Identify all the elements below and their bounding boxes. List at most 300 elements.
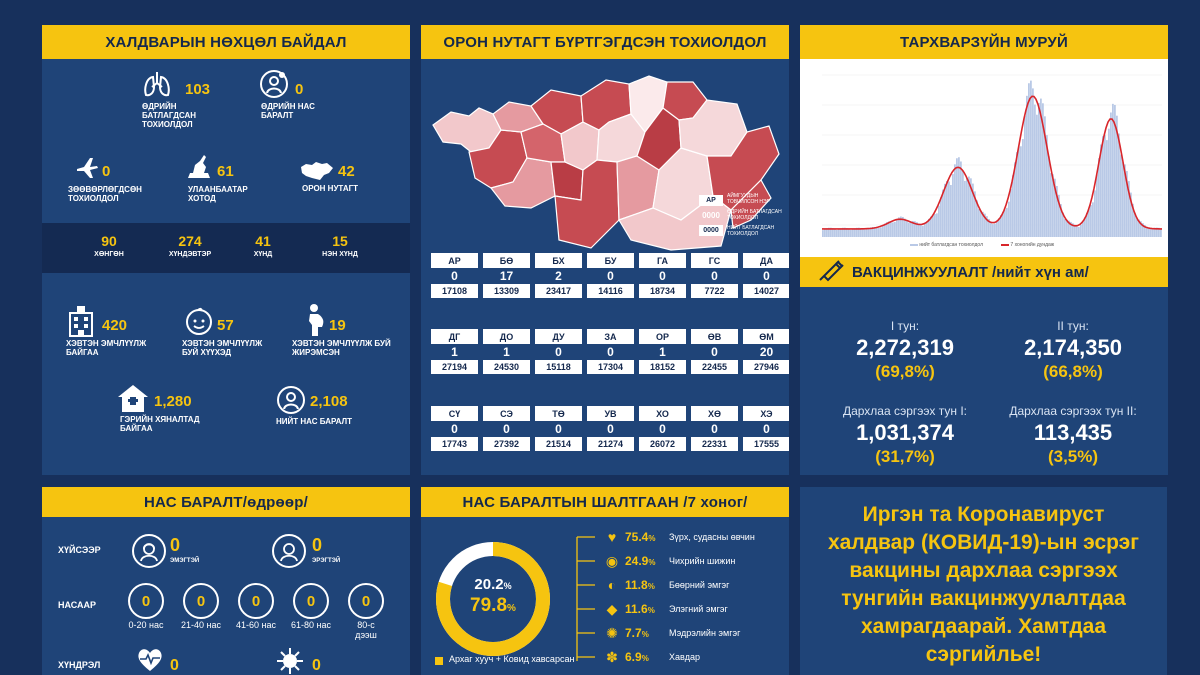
epi-bar [980,211,982,237]
epi-bar [910,221,912,237]
epi-bar [838,229,840,237]
epi-legend-daily: нийт батлагдсан тохиолдол [910,242,983,248]
epi-bar [862,229,864,237]
age-0-20-value: 0 [128,583,164,619]
epi-bar [852,229,854,237]
epi-bar [1120,155,1122,237]
province-total: 15118 [535,360,582,374]
epi-bar [1092,202,1094,237]
province-daily: 0 [451,422,458,436]
province-code: ТӨ [535,406,582,421]
hospitalized-label: ХЭВТЭН ЭМЧЛҮҮЛЖ БАЙГАА [66,339,147,357]
province-daily: 0 [763,269,770,283]
province-total: 23417 [535,284,582,298]
epi-bar [992,224,994,237]
epi-bar [1016,152,1018,237]
province-cell [483,406,530,451]
epi-bar [1030,81,1032,237]
epi-bar [824,229,826,237]
total-deaths-label: НИЙТ НАС БАРАЛТ [276,417,352,426]
mongolia-map-icon [300,161,334,181]
province-cell [431,329,478,374]
epi-bar [1076,226,1078,237]
province-total: 24530 [483,360,530,374]
complication-2-value: 0 [312,657,321,674]
total-deaths-value: 2,108 [310,393,348,410]
epi-bar [964,181,966,237]
cause-item [599,647,700,667]
epi-bar [1032,88,1034,237]
epi-bar [962,170,964,237]
cause-item [599,551,735,571]
donut-large-pct: 79.8% [470,595,516,616]
complication-1-value: 0 [170,657,179,674]
home-care-label: ГЭРИЙН ХЯНАЛТАД БАЙГАА [120,415,200,433]
causes-title: НАС БАРАЛТЫН ШАЛТГААН /7 хоног/ [421,487,789,517]
epi-bar [926,221,928,237]
epi-bar [958,157,960,237]
province-row [431,253,789,298]
cause-percent: 11.6% [625,602,655,616]
province-cell [587,253,634,298]
province-code: СҮ [431,406,478,421]
syringe-icon [816,260,844,284]
epi-bar [1026,96,1028,237]
imported-value: 0 [102,163,111,180]
epi-bar [894,222,896,237]
epi-bar [952,174,954,237]
dose2-label: II тун: [1057,319,1089,333]
female-value: 0 [170,535,181,555]
patient-icon [276,385,306,415]
epi-bar [904,219,906,237]
province-total: 17108 [431,284,478,298]
province-total: 17555 [743,437,789,451]
epi-bar [920,225,922,237]
province-cell [483,253,530,298]
infection-title: ХАЛДВАРЫН НӨХЦӨЛ БАЙДАЛ [42,25,410,59]
cause-percent: 24.9% [625,554,656,568]
epi-bar [932,215,934,237]
epi-bar [822,230,824,237]
province-row [431,329,789,374]
epi-bar [924,224,926,237]
vaccination-title: ВАКЦИНЖУУЛАЛТ /нийт хүн ам/ [852,263,1089,281]
patient-icon [259,69,289,99]
epi-bar [960,161,962,237]
epi-bar [1006,208,1008,237]
province-code: ХӨ [691,406,738,421]
epi-bar [1104,135,1106,237]
epi-bar [1136,218,1138,237]
province-total: 7722 [691,284,738,298]
callout-text: Иргэн та Коронавируст халдвар (КОВИД-19)-ын эсрэг вакцины дархлаа сэргээх тунгийн вакцинжуулалтдаа хамрагдаарай. Хамтдаа сэргийлье! [827,503,1140,666]
virus-icon [276,647,304,675]
epi-bar [880,227,882,237]
cause-item [599,575,729,595]
epi-bar [906,221,908,237]
cause-percent: 11.8% [625,578,655,592]
epi-bar [1148,229,1150,237]
epi-bar [954,164,956,237]
province-daily: 0 [607,422,614,436]
daily-confirmed-label: ӨДРИЙН БАТЛАГДСАН ТОХИОЛДОЛ [142,102,197,129]
dose1-percent: (69,8%) [875,362,935,381]
epi-bar [934,214,936,237]
province-code: БХ [535,253,582,268]
epi-bar [1078,227,1080,237]
donut-legend-swatch [435,657,443,665]
province-code: УВ [587,406,634,421]
infection-panel [42,25,410,475]
liver-icon: ◆ [606,600,618,617]
epi-bar [936,213,938,237]
booster2-value: 113,435 [1033,420,1113,445]
province-code: ХЭ [743,406,789,421]
legend-daily-desc: ӨДРИЙН БАТЛАГДСАН ТОХИОЛДОЛ [727,209,782,221]
epi-bar [1048,156,1050,237]
male-icon [272,534,306,568]
age-21-40-value: 0 [183,583,219,619]
epi-bar [1118,134,1120,237]
epi-bar [1082,221,1084,237]
province-code: ДА [743,253,789,268]
deaths-panel [42,487,410,675]
regional-title: ОРОН НУТАГТ БҮРТГЭГДСЭН ТОХИОЛДОЛ [421,25,789,59]
regional-panel [421,25,789,475]
province-cell [431,253,478,298]
hospitalized-value: 420 [102,317,128,334]
kidney-icon: ◐ [607,577,617,593]
province-code: ДГ [431,329,478,344]
female-label: ЭМЭГТЭЙ [170,558,200,564]
epi-bar [922,226,924,237]
cause-label: Мэдрэлийн эмгэг [669,628,741,638]
diabetes-icon: ◉ [605,552,619,569]
epi-bar [1150,229,1152,237]
epi-bar [1004,210,1006,237]
epi-bar [1110,113,1112,237]
epi-legend-average: 7 хоногийн дундаж [1001,242,1054,248]
epi-curve-panel [800,25,1168,257]
epi-bar [1064,219,1066,237]
province-daily: 0 [607,345,614,359]
severity-moderate-label: ХҮНДЭВТЭР [168,251,212,258]
dose2-value: 2,174,350 [1024,335,1122,360]
pregnant-label: ХЭВТЭН ЭМЧЛҮҮЛЖ БУЙ ЖИРЭМСЭН [292,339,391,357]
province-code: СЭ [483,406,530,421]
epi-bar [1018,147,1020,237]
province-cell [639,406,686,451]
province-daily: 0 [451,269,458,283]
epi-bar [898,217,900,237]
epi-curve-title: ТАРХВАРЗҮЙН МУРУЙ [800,25,1168,59]
epi-bar [868,228,870,237]
province-code: ХО [639,406,686,421]
epi-bar [1112,104,1114,237]
province-cell [535,253,582,298]
cause-item [599,527,755,547]
epi-bar [940,197,942,237]
donut-legend-label: Архаг хууч + Ковид хавсарсан [449,654,575,664]
province-code: ЗА [587,329,634,344]
lungs-icon [142,69,172,99]
female-icon [132,534,166,568]
booster1-label: Дархлаа сэргээх тун I: [842,404,968,418]
province-total: 21274 [587,437,634,451]
epi-bar [896,219,898,237]
epi-bar [1020,146,1022,237]
cause-percent: 75.4% [625,530,656,544]
epi-bar [1036,115,1038,237]
cause-label: Бөөрний эмгэг [669,580,730,590]
hospital-icon [66,305,96,337]
donut-small-pct: 20.2% [474,576,512,593]
epi-bar [990,222,992,237]
home-icon [116,383,150,413]
legend-total-desc: НИЙТ БАТЛАГДСАН ТОХИОЛДОЛ [727,225,775,237]
epi-bar [1012,175,1014,237]
legend-code-box: АР [699,195,723,206]
daily-deaths-value: 0 [295,81,304,98]
province-daily: 0 [763,422,770,436]
epi-bar [876,227,878,237]
province-code: ОР [639,329,686,344]
age-21-40-label: 21-40 нас [181,620,221,630]
province-code: ДУ [535,329,582,344]
epi-bar [834,229,836,237]
causes-panel [421,487,789,675]
province-daily: 0 [659,422,666,436]
pregnant-value: 19 [329,317,346,334]
epi-bar [1038,103,1040,237]
province-daily: 0 [555,345,562,359]
male-value: 0 [312,535,323,555]
epi-bar [1152,228,1154,237]
epi-bar [1094,190,1096,237]
province-code: ГС [691,253,738,268]
epi-bar [1106,140,1108,237]
epi-bar [1028,83,1030,237]
dose2-percent: (66,8%) [1043,362,1103,381]
province-cell [743,253,789,298]
age-61-80-value: 0 [293,583,329,619]
cause-label: Зүрх, судасны өвчин [669,532,755,542]
epi-bar [908,223,910,237]
epi-bar [948,182,950,237]
epi-bar [1088,209,1090,237]
epi-curve-chart [822,65,1162,243]
province-code: БУ [587,253,634,268]
province-daily: 2 [555,269,562,283]
epi-bar [890,221,892,237]
cause-item [599,623,740,643]
province-daily: 17 [499,269,514,283]
booster1-value: 1,031,374 [856,420,954,445]
province-total: 27946 [743,360,789,374]
legend-total-box: 0000 [699,225,723,236]
province-total: 17743 [431,437,478,451]
complication-label: ХҮНДРЭЛ [58,660,101,670]
epi-legend [910,242,1054,248]
plane-icon [74,155,100,181]
epi-bar [1108,129,1110,237]
province-row [431,406,789,451]
cause-percent: 6.9% [625,650,649,664]
cause-label: Хавдар [669,652,700,662]
monument-icon [184,151,214,181]
epi-bar [848,229,850,237]
age-label: НАСААР [58,600,97,610]
province-daily: 1 [451,345,458,359]
cause-item [599,599,728,619]
children-value: 57 [217,317,234,334]
booster1-percent: (31,7%) [875,447,935,466]
home-care-value: 1,280 [154,393,192,410]
age-0-20-label: 0-20 нас [128,620,164,630]
province-daily: 0 [503,422,510,436]
vaccination-callout [800,487,1167,675]
vaccination-title-bar [800,257,1168,287]
province-total: 21514 [535,437,582,451]
severity-severe-value: 41 [255,233,271,249]
vaccination-panel [800,257,1168,475]
epi-bar [1096,174,1098,237]
province-total: 14027 [743,284,789,298]
age-80-plus-label: 80-с дээш [355,620,377,640]
province-cell [743,406,789,451]
local-value: 42 [338,163,355,180]
epi-bar [1010,189,1012,237]
province-total: 27194 [431,360,478,374]
severity-mild-label: ХӨНГӨН [94,251,124,258]
epi-bar [1080,225,1082,237]
province-cell [691,329,738,374]
deaths-title: НАС БАРАЛТ/өдрөөр/ [42,487,410,517]
cancer-icon: ✽ [606,648,618,665]
epi-bar [1002,212,1004,237]
booster2-label: Дархлаа сэргээх тун II: [1009,404,1137,418]
age-80-plus-value: 0 [348,583,384,619]
province-cell [535,329,582,374]
province-cell [691,406,738,451]
age-41-60-value: 0 [238,583,274,619]
epi-bar [1024,116,1026,237]
province-daily: 0 [555,422,562,436]
province-cell [535,406,582,451]
province-cell [639,329,686,374]
heartbeat-icon [136,647,164,673]
epi-bar [1034,105,1036,237]
province-total: 13309 [483,284,530,298]
severity-severe-label: ХҮНД [253,251,273,258]
children-label: ХЭВТЭН ЭМЧЛҮҮЛЖ БУЙ ХҮҮХЭД [182,339,263,357]
province-total: 17304 [587,360,634,374]
epi-bar [938,206,940,237]
epi-bar [1090,205,1092,237]
province-cell [483,329,530,374]
ulaanbaatar-label: УЛААНБААТАР ХОТОД [188,185,248,203]
age-41-60-label: 41-60 нас [236,620,276,630]
legend-code-desc: АЙМГУУДЫН ТОВЧИЛСОН НЭР [727,193,770,205]
epi-bar [956,158,958,237]
heart-icon: ♥ [607,529,617,545]
province-code: АР [431,253,478,268]
imported-label: ЗӨӨВӨРЛӨГДСӨН ТОХИОЛДОЛ [68,185,142,203]
age-61-80-label: 61-80 нас [291,620,331,630]
epi-bar [946,181,948,237]
province-code: ГА [639,253,686,268]
epi-bar [1122,162,1124,237]
epi-bar [994,224,996,237]
epi-bar [1022,139,1024,237]
epi-bar [918,224,920,237]
province-cell [743,329,789,374]
epi-bar [864,230,866,237]
province-code: ӨВ [691,329,738,344]
daily-confirmed-value: 103 [185,81,211,98]
province-cell [587,406,634,451]
epi-bar [950,185,952,237]
epi-bar [1050,173,1052,237]
province-daily: 1 [503,345,510,359]
dose1-label: I тун: [890,319,920,333]
ulaanbaatar-value: 61 [217,163,234,180]
severity-moderate-value: 274 [178,233,202,249]
province-code: БӨ [483,253,530,268]
cause-bracket [571,531,599,671]
province-total: 27392 [483,437,530,451]
province-cell [691,253,738,298]
pregnant-icon [304,303,328,337]
epi-bar [866,229,868,237]
local-label: ОРОН НУТАГТ [302,184,359,193]
epi-bar [882,225,884,237]
province-total: 26072 [639,437,686,451]
gender-label: ХҮЙСЭЭР [58,545,101,555]
severity-band [42,223,410,273]
province-daily: 0 [711,345,718,359]
province-total: 22455 [691,360,738,374]
epi-bar [892,222,894,237]
legend-daily-value: 0000 [702,211,720,220]
province-cell [431,406,478,451]
severity-critical-label: НЭН ХҮНД [322,251,358,258]
booster2-percent: (3,5%) [1047,447,1099,466]
cause-percent: 7.7% [625,626,649,640]
province-code: ӨМ [743,329,789,344]
province-daily: 0 [711,422,718,436]
province-daily: 0 [659,269,666,283]
epi-bar [850,230,852,237]
province-total: 22331 [691,437,738,451]
cause-label: Чихрийн шижин [669,556,736,566]
severity-mild-value: 90 [101,233,117,249]
province-total: 18152 [639,360,686,374]
province-daily: 20 [759,345,774,359]
province-daily: 1 [659,345,666,359]
cause-label: Элэгний эмгэг [669,604,728,614]
province-total: 18734 [639,284,686,298]
daily-deaths-label: ӨДРИЙН НАС БАРАЛТ [261,102,315,120]
male-label: ЭРЭГТЭЙ [312,558,341,564]
epi-bar [1008,202,1010,237]
province-cell [587,329,634,374]
brain-icon: ✺ [606,624,618,641]
epi-bar [878,228,880,237]
epi-bar [836,230,838,237]
severity-critical-value: 15 [332,233,348,249]
